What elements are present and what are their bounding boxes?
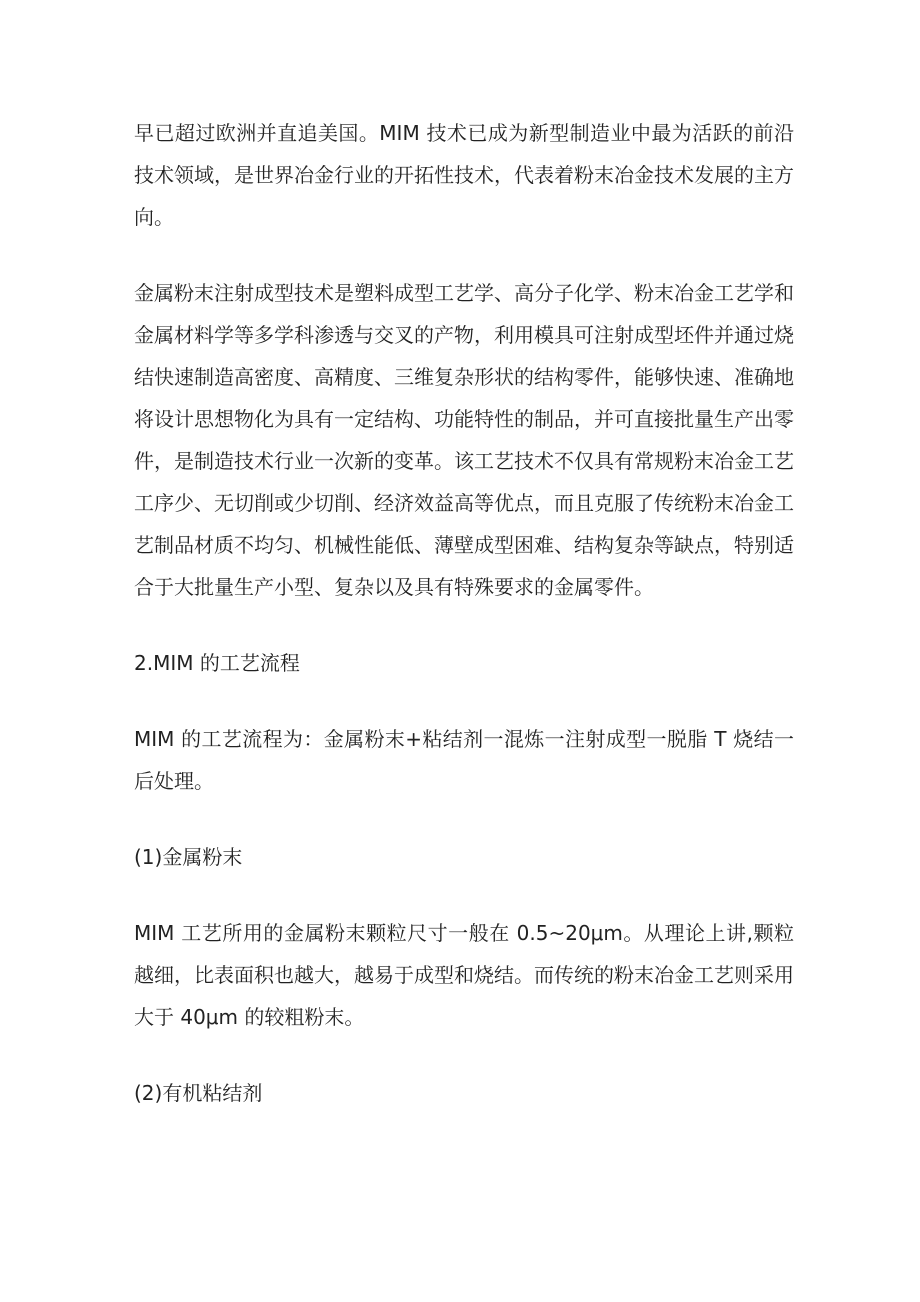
paragraph-process-flow: MIM 的工艺流程为：金属粉末+粘结剂一混炼一注射成型一脱脂 T 烧结一后处理。 xyxy=(134,727,794,793)
paragraph-intro-continued: 早已超过欧洲并直追美国。MIM 技术已成为新型制造业中最为活跃的前沿技术领域，是世界冶金行业的开拓性技术，代表着粉末冶金技术发展的主方向。 xyxy=(134,121,794,229)
section-heading-process-flow: 2.MIM 的工艺流程 xyxy=(134,651,300,675)
subheading-metal-powder: (1)金属粉末 xyxy=(134,845,243,869)
paragraph-metal-powder: MIM 工艺所用的金属粉末颗粒尺寸一般在 0.5~20μm。从理论上讲,颗粒越细，比表面积也越大，越易于成型和烧结。而传统的粉末冶金工艺则采用大于 40μm 的较粗粉末。 xyxy=(134,921,794,1029)
document-body xyxy=(134,112,794,1148)
subheading-organic-binder: (2)有机粘结剂 xyxy=(134,1081,263,1105)
paragraph-mim-technology: 金属粉末注射成型技术是塑料成型工艺学、高分子化学、粉末冶金工艺学和金属材料学等多学科渗透与交叉的产物，利用模具可注射成型坯件并通过烧结快速制造高密度、高精度、三维复杂形状的结构零件，能够快速、准确地将设计思想物化为具有一定结构、功能特性的制品，并可直接批量生产出零件，是制造技术行业一次新的变革。该工艺技术不仅具有常规粉末冶金工艺工序少、无切削或少切削、经济效益高等优点，而且克服了传统粉末冶金工艺制品材质不均匀、机械性能低、薄壁成型困难、结构复杂等缺点，特别适合于大批量生产小型、复杂以及具有特殊要求的金属零件。 xyxy=(134,281,794,599)
